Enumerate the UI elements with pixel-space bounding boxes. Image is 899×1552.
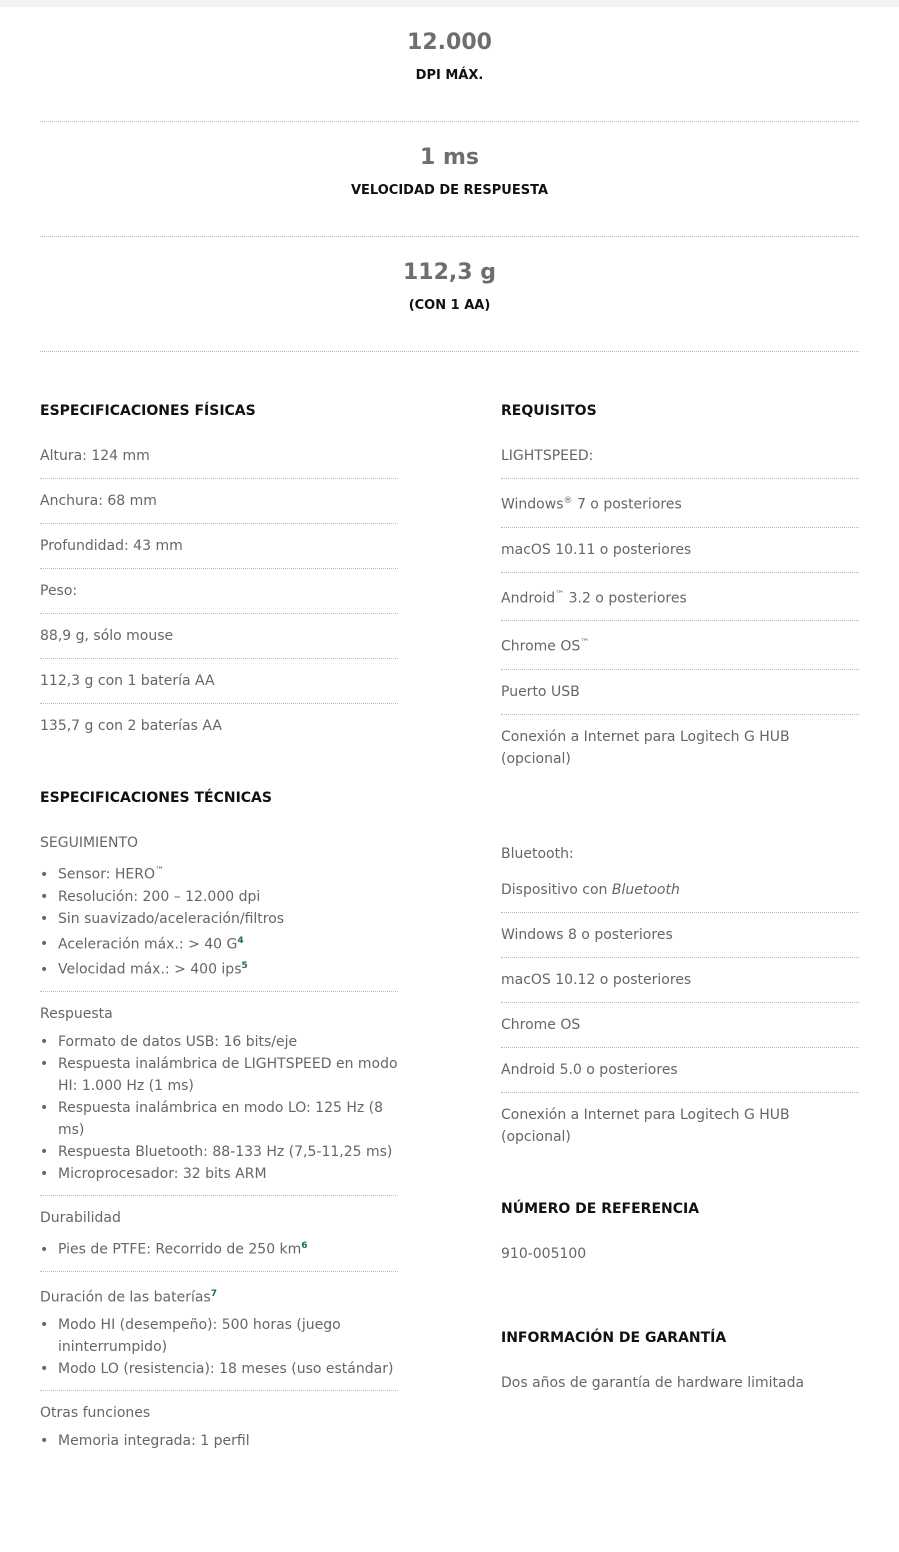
requirement-text: Conexión a Internet para Logitech G HUB (opcional) (501, 1106, 790, 1145)
item-text: Modo HI (desempeño): 500 horas (juego ininterrumpido) (58, 1317, 341, 1356)
bullet-list (40, 1235, 398, 1261)
requirement-row (501, 843, 859, 879)
list-item (40, 860, 398, 886)
bullet-list (40, 1031, 398, 1185)
requirement-row (501, 1014, 859, 1048)
requirement-row (501, 490, 859, 528)
group-title-text: Otras funciones (40, 1405, 151, 1422)
bullet-list (40, 1314, 398, 1380)
item-text: Respuesta inalámbrica de LIGHTSPEED en modo HI: 1.000 Hz (1 ms) (58, 1055, 398, 1094)
list-item (40, 1235, 398, 1261)
item-text: Pies de PTFE: Recorrido de 250 km (58, 1241, 302, 1258)
spec-row: Anchura: 68 mm (40, 490, 398, 524)
group-title-text: Durabilidad (40, 1209, 121, 1226)
spec-row: Peso: (40, 580, 398, 614)
top-bar (0, 0, 899, 7)
item-text: Velocidad máx.: > 400 ips (58, 961, 242, 978)
list-item (40, 1031, 398, 1053)
reference-number: 910-005100 (501, 1245, 587, 1262)
requirement-text: Chrome OS (501, 1016, 581, 1033)
spec-group (40, 1003, 398, 1196)
requirement-text: macOS 10.12 o posteriores (501, 971, 692, 988)
item-text: Respuesta inalámbrica en modo LO: 125 Hz (8 ms) (58, 1099, 384, 1138)
warranty-text: Dos años de garantía de hardware limitada (501, 1374, 805, 1391)
spec-group-title (40, 1283, 398, 1309)
list-item (40, 1053, 398, 1097)
physical-specs (40, 401, 398, 748)
spec-row: 112,3 g con 1 batería AA (40, 670, 398, 704)
requirement-row (501, 969, 859, 1003)
spec-group-title (40, 1402, 398, 1424)
spec-row: Altura: 124 mm (40, 445, 398, 479)
reference-section (501, 1199, 859, 1276)
stat-label: DPI MÁX. (415, 68, 484, 83)
reference-title: NÚMERO DE REFERENCIA (501, 1200, 700, 1217)
bullet-icon: • (40, 910, 49, 927)
footnote-marker: 5 (241, 961, 248, 972)
spec-group-title (40, 1207, 398, 1229)
bullet-icon: • (40, 1099, 49, 1116)
spec-row: 88,9 g, sólo mouse (40, 625, 398, 659)
spec-group-title (40, 832, 398, 854)
item-text: Sin suavizado/aceleración/filtros (58, 910, 285, 927)
footnote-marker: 4 (237, 935, 244, 946)
stat-block (40, 237, 859, 352)
bullet-icon: • (40, 1165, 49, 1182)
item-text: Memoria integrada: 1 perfil (58, 1433, 250, 1450)
item-text: Modo LO (resistencia): 18 meses (uso estándar) (58, 1361, 394, 1378)
footnote-marker: 7 (210, 1288, 217, 1299)
spec-group (40, 832, 398, 992)
stat-block (40, 122, 859, 237)
requirement-suffix: 7 o posteriores (572, 496, 682, 513)
item-text: Microprocesador: 32 bits ARM (58, 1165, 267, 1182)
spec-group (40, 1283, 398, 1392)
spec-row: Profundidad: 43 mm (40, 535, 398, 569)
trademark-mark: ™ (555, 589, 565, 600)
bullet-list (40, 1430, 398, 1452)
requirement-text: Android 5.0 o posteriores (501, 1061, 678, 1078)
list-item (40, 1097, 398, 1141)
item-text: Aceleración máx.: > 40 G (58, 936, 238, 953)
warranty-section (501, 1328, 859, 1405)
group-title-text: SEGUIMIENTO (40, 835, 139, 851)
list-item (40, 1430, 398, 1452)
bullet-icon: • (40, 961, 49, 978)
warranty-title: INFORMACIÓN DE GARANTÍA (501, 1329, 727, 1346)
list-item (40, 1358, 398, 1380)
bullet-icon: • (40, 888, 49, 905)
requirement-text: Windows (501, 496, 564, 513)
list-item (40, 1163, 398, 1185)
bullet-icon: • (40, 1143, 49, 1160)
item-text: Respuesta Bluetooth: 88-133 Hz (7,5-11,25 ms) (58, 1143, 393, 1160)
requirement-text: LIGHTSPEED: (501, 448, 594, 464)
stat-value: 1 ms (420, 145, 479, 170)
requirement-row (501, 1059, 859, 1093)
requirement-row (501, 1104, 859, 1159)
requirement-text: Conexión a Internet para Logitech G HUB (opcional) (501, 728, 790, 767)
requirement-text: Dispositivo con (501, 881, 612, 898)
bullet-icon: • (40, 1033, 49, 1050)
stat-label: (CON 1 AA) (408, 298, 491, 313)
requirement-row (501, 584, 859, 622)
requirement-suffix: 3.2 o posteriores (564, 590, 687, 607)
bluetooth-italic: Bluetooth (611, 881, 680, 898)
registered-mark: ® (563, 496, 573, 506)
bullet-icon: • (40, 1055, 49, 1072)
bullet-list (40, 860, 398, 981)
requirement-row (501, 681, 859, 715)
physical-specs-title: ESPECIFICACIONES FÍSICAS (40, 403, 256, 419)
left-column (40, 401, 398, 1502)
stat-value: 112,3 g (403, 260, 496, 285)
requirement-row (501, 445, 859, 479)
footnote-marker: 6 (301, 1240, 308, 1251)
requirement-text: macOS 10.11 o posteriores (501, 541, 692, 558)
stat-value: 12.000 (407, 30, 492, 55)
list-item (40, 886, 398, 908)
group-title-text: Duración de las baterías (40, 1289, 211, 1306)
item-text: Resolución: 200 – 12.000 dpi (58, 888, 261, 905)
spec-group (40, 1207, 398, 1272)
item-text: Formato de datos USB: 16 bits/eje (58, 1033, 298, 1050)
requirement-text: Android (501, 590, 556, 607)
requirement-row (501, 924, 859, 958)
requirement-row (501, 879, 859, 913)
requirement-text: Windows 8 o posteriores (501, 926, 673, 943)
spec-group-title (40, 1003, 398, 1025)
list-item (40, 930, 398, 956)
bullet-icon: • (40, 936, 49, 953)
list-item (40, 955, 398, 981)
stat-label: VELOCIDAD DE RESPUESTA (350, 183, 549, 198)
requirements-title: REQUISITOS (501, 403, 597, 419)
requirement-row (501, 632, 859, 670)
requirement-text: Puerto USB (501, 683, 580, 700)
group-title-text: Respuesta (40, 1005, 113, 1022)
item-text: Sensor: HERO (58, 866, 156, 883)
spec-group (40, 1402, 398, 1462)
requirement-text: Chrome OS (501, 638, 581, 655)
technical-specs-title: ESPECIFICACIONES TÉCNICAS (40, 790, 272, 806)
bullet-icon: • (40, 1241, 49, 1258)
trademark-mark: ™ (580, 638, 590, 649)
technical-specs (40, 788, 398, 1462)
requirement-row (501, 726, 859, 781)
list-item (40, 1141, 398, 1163)
bullet-icon: • (40, 1433, 49, 1450)
bullet-icon: • (40, 866, 49, 883)
list-item (40, 908, 398, 930)
bullet-icon: • (40, 1317, 49, 1334)
trademark-mark: ™ (155, 866, 165, 876)
requirement-text: Bluetooth: (501, 845, 574, 862)
bullet-icon: • (40, 1361, 49, 1378)
requirements (501, 401, 859, 1159)
list-item (40, 1314, 398, 1358)
stat-block (40, 7, 859, 122)
requirement-row (501, 539, 859, 573)
spec-row: 135,7 g con 2 baterías AA (40, 718, 222, 734)
right-column (501, 401, 859, 1502)
